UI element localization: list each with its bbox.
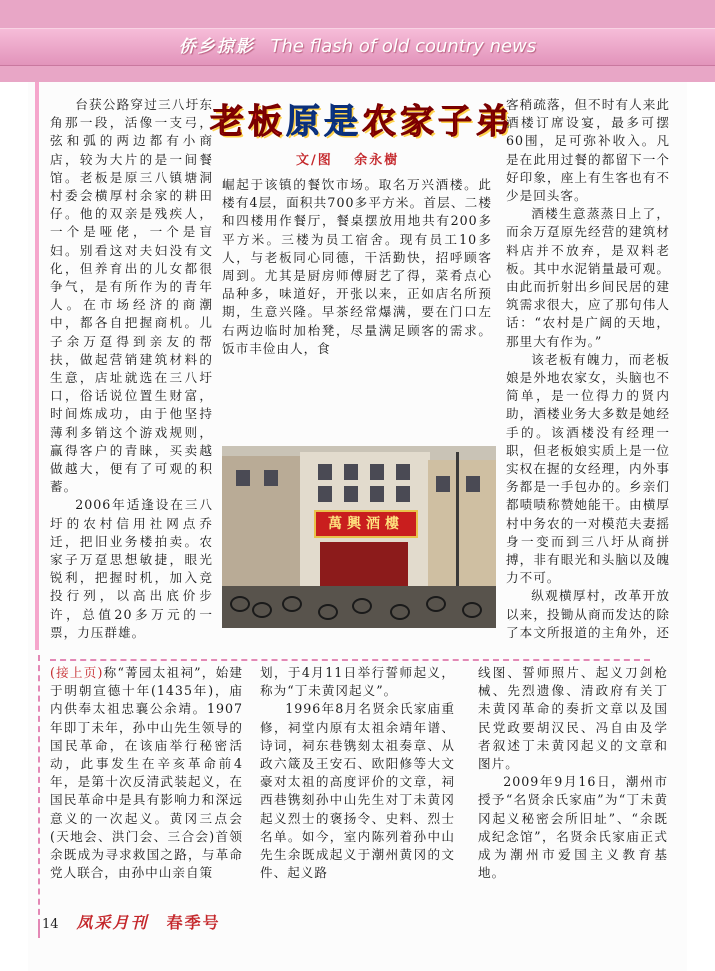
left-accent-bar (35, 82, 39, 650)
section-title-cn: 侨乡掠影 (178, 37, 255, 57)
paragraph: 2009年9月16日，潮州市授予“名贤余氏家庙”为“丁未黄冈起义秘密会所旧址”、“余既成纪念馆”，名贤余氏家庙正式成为潮州市爱国主义教育基地。 (478, 774, 668, 881)
continued-column-2 (260, 664, 455, 904)
paragraph: 客稍疏落，但不时有人来此酒楼订席设宴，最多可摆60围，足可弥补收入。凡是在此用过餐的都留下一个好印象，座上有生客也有不少是回头客。 (506, 97, 670, 204)
section-title-en: The flash of old country news (270, 36, 537, 57)
title-char: 是 (324, 101, 358, 142)
paragraph: 2006年适逢设在三八圩的农村信用社网点乔迁，把旧业务楼拍卖。农家子万趸思想敏捷，眼光锐利，把握时机，加入竞投行列，以高出底价步许，总值20多万元的一票，力压群雄。 (50, 497, 213, 640)
paragraph: 线图、誓师照片、起义刀剑枪械、先烈遗像、清政府有关丁未黄冈革命的奏折文章以及国民党政要胡汉民、冯自由及学者叙述丁未黄冈起义的文章和图片。 (478, 665, 668, 772)
paragraph: 划，于4月11日举行誓师起义，称为“丁未黄冈起义”。 (260, 665, 455, 699)
paragraph: 该老板有魄力，而老板娘是外地农家女，头脑也不简单，是一位得力的贤内助，酒楼业务大多数是她经手的。该酒楼没有经理一职，但老板娘实质上是一位实权在握的女经理，内外事务都是一手包办的。乡亲们都啧啧称赞她能干。由横厚村中务农的一对模范夫妻摇身一变而到三八圩从商拼搏，非有眼光和头脑以及魄力不可。 (506, 351, 670, 586)
article-column-2 (222, 176, 492, 426)
footer-accent-line (38, 920, 40, 938)
page-header (0, 0, 715, 82)
title-char: 家 (400, 101, 434, 142)
title-char: 老 (210, 101, 244, 142)
continued-column-3 (478, 664, 668, 904)
title-char: 子 (438, 101, 472, 142)
title-char: 弟 (476, 101, 510, 142)
page-number: 14 (42, 917, 59, 932)
continued-link[interactable]: (接上页) (50, 665, 104, 680)
continued-column-1 (50, 664, 243, 904)
paragraph: (接上页)称“菁园太祖祠”，始建于明朝宣德十年(1435年)，庙内供奉太祖忠襄公余靖。1907年即丁未年，孙中山先生领导的国民革命，在该庙举行秘密活动，此事发生在辛亥革命前4年，是第十次反清武装起义，在国民革命中是具有影响力和深远意义的一次起义。黄冈三点会(天地会、洪门会、三合会)首领余既成为寻求救国之路，与革命党人联合，由孙中山亲自策 (50, 665, 243, 881)
article-title (210, 92, 510, 144)
magazine-name: 凤采月刊 (76, 913, 149, 932)
page-footer (42, 910, 221, 934)
section-divider (50, 659, 650, 661)
article-column-1 (50, 96, 213, 642)
title-char: 板 (248, 101, 282, 142)
article-column-3 (506, 96, 670, 642)
issue-season: 春季号 (166, 913, 221, 932)
paragraph: 1996年8月名贤余氏家庙重修，祠堂内原有太祖余靖年谱、诗词，祠东巷镌刻太祖奏章、从政六箴及王安石、欧阳修等大文豪对太祖的高度评价的文章，祠西巷镌刻孙中山先生对丁未黄冈起义烈士的褒扬令、史料、烈士名单。如今，室内陈列着孙中山先生余既成起义于潮州黄冈的文件、起义路 (260, 701, 455, 881)
paragraph: 台获公路穿过三八圩东角那一段，活像一支弓，弦和弧的两边都有小商店，较为大片的是一间餐馆。老板是原三八镇塘洞村委会横厚村余家的耕田仔。他的双亲是残疾人，一个是哑佬，一个是盲妇。别看这对夫妇没有文化，但养育出的儿女都很争气，是有所作为的青年人。在市场经济的商潮中，都各自把握商机。儿子余万趸得到亲友的帮扶，做起营销建筑材料的生意，店址就选在三八圩口，俗话说位置生财富，时间炼成功，由于他坚持薄利多销这个游戏规则，赢得客户的青睐，买卖越做越大，便有了可观的积蓄。 (50, 97, 213, 495)
paragraph: 崛起于该镇的餐饮市场。取名万兴酒楼。此楼有4层，面积共700多平方米。首层、二楼和四楼用作餐厅，餐桌摆放用地共有200多平方米。三楼为员工宿舍。现有员工10多人，与老板同心同德，干活勤快，招呼顾客周到。尤其是厨房师傅厨艺了得，菜肴点心品种多，味道好，开张以来，正如店名所预期，生意兴隆。早茶经常爆满，要在门口左右两边临时加枱凳，尽量满足顾客的需求。饭市丰俭由人，食 (222, 177, 492, 356)
title-char: 农 (362, 101, 396, 142)
title-char: 原 (286, 101, 320, 142)
paragraph: 纵观横厚村，改革开放以来，投锄从商而发达的除了本文所报道的主角外，还 (506, 588, 670, 640)
restaurant-sign: 萬興酒樓 (314, 510, 418, 538)
restaurant-photo (222, 446, 496, 628)
byline: 文/图 余永樹 (296, 153, 400, 168)
paragraph: 酒楼生意蒸蒸日上了，而余万趸原先经营的建筑材料店并不放弃，是双料老板。其中水泥销量最可观。由此而折射出乡间民居的建筑需求很大，应了那句伟人话：“农村是广阔的天地，那里大有作为。” (506, 206, 670, 349)
section-title (0, 32, 715, 57)
continued-accent-line (38, 655, 40, 925)
